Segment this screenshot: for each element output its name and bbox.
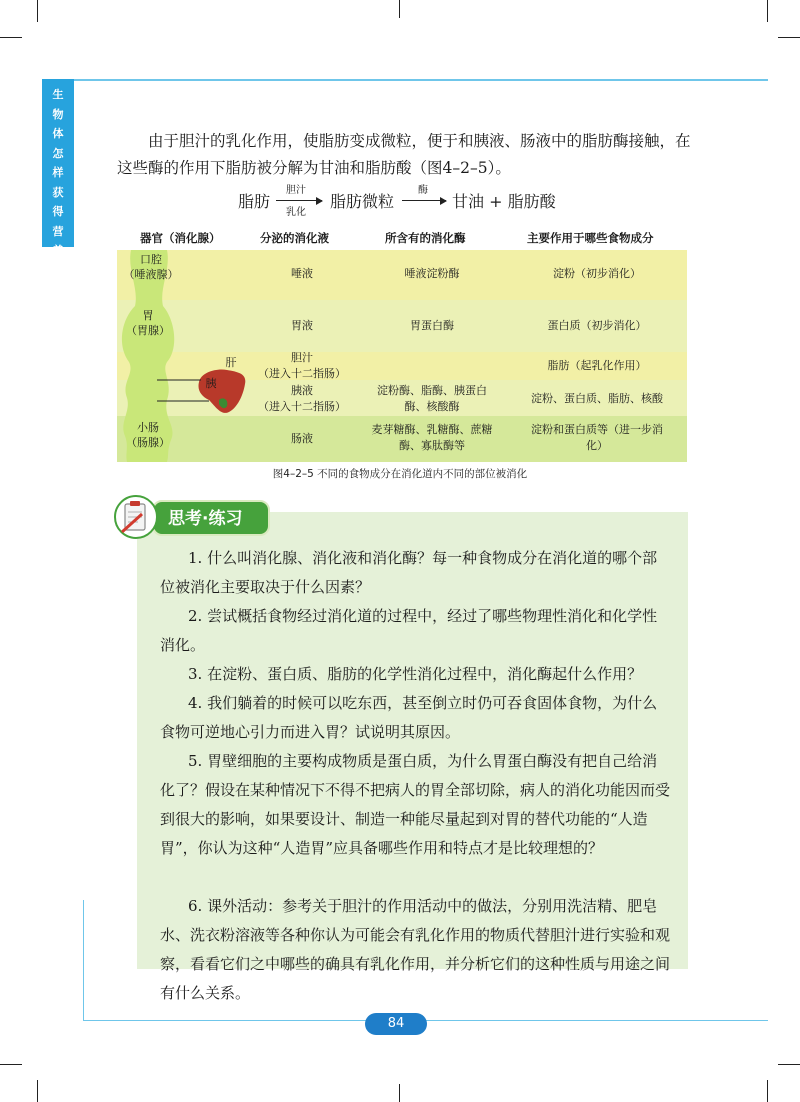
organ-name: 小肠 xyxy=(137,421,159,434)
header-target: 主要作用于哪些食物成分 xyxy=(527,231,654,245)
formula-term-products: 甘油 + 脂肪酸 xyxy=(452,192,556,211)
target-line: 淀粉和蛋白质等（进一步消 xyxy=(531,423,663,436)
juice-note: （进入十二指肠） xyxy=(258,367,346,380)
arrow-label-top: 胆汁 xyxy=(286,185,306,196)
cell-target: 淀粉（初步消化） xyxy=(553,267,641,280)
target-line: 化） xyxy=(586,439,608,452)
formula-term-droplets: 脂肪微粒 xyxy=(330,192,395,211)
organ-name: 口腔 xyxy=(140,253,162,266)
exercise-question: 5. 胃壁细胞的主要构成物质是蛋白质，为什么胃蛋白酶没有把自己给消化了？假设在某种情况下不得不把病人的胃全部切除，病人的消化功能因而受到很大的影响，如果要设计、制造一种能尽量起到对胃的替代功能的“人造胃”，你认为这种“人造胃”应具备哪些作用和特点才是比较理想的？ xyxy=(160,752,671,857)
figure-caption: 图4–2–5 不同的食物成分在消化道内不同的部位被消化 xyxy=(272,468,528,480)
sidebar-char: 体 xyxy=(52,127,64,140)
organ-pancreas: 胰 xyxy=(205,377,217,390)
cell-target: 蛋白质（初步消化） xyxy=(547,319,647,332)
emulsification-formula xyxy=(238,186,598,218)
crop-mark xyxy=(399,0,400,18)
exercise-title: 思考·练习 xyxy=(168,509,243,529)
sidebar-char: 样 xyxy=(52,166,64,179)
cell-target: 脂肪（起乳化作用） xyxy=(547,359,647,372)
crop-mark xyxy=(767,0,768,22)
sidebar-char: 得 xyxy=(52,205,64,218)
crop-mark xyxy=(37,0,38,22)
sidebar-char: 物 xyxy=(52,107,64,121)
exercise-question: 3. 在淀粉、蛋白质、脂肪的化学性消化过程中，消化酶起什么作用？ xyxy=(188,665,643,683)
formula-arrow xyxy=(402,200,446,201)
juice-name: 胆汁 xyxy=(291,351,313,364)
cell-enzyme xyxy=(357,422,507,454)
organ-small-intestine xyxy=(117,420,179,450)
intro-paragraph: 由于胆汁的乳化作用，使脂肪变成微粒，便于和胰液、肠液中的脂肪酶接触，在这些酶的作用下脂肪被分解为甘油和脂肪酸（图4–2–5）。 xyxy=(117,132,691,177)
cell-target xyxy=(507,422,687,454)
cell-enzyme: 胃蛋白酶 xyxy=(410,319,454,332)
sidebar-char: 生 xyxy=(52,88,64,101)
juice-note: （进入十二指肠） xyxy=(258,400,346,413)
sidebar-char: 养 xyxy=(52,244,64,257)
header-organ: 器官（消化腺） xyxy=(140,231,221,245)
cell-target: 淀粉、蛋白质、脂肪、核酸 xyxy=(531,392,663,405)
header-enzyme: 所含有的消化酶 xyxy=(385,231,466,245)
juice-name: 胰液 xyxy=(291,384,313,397)
footer-rule-vertical xyxy=(83,900,84,1020)
digestion-table xyxy=(117,228,687,462)
cell-juice: 肠液 xyxy=(291,432,313,445)
enzyme-line: 酶、寡肽酶等 xyxy=(399,439,465,452)
clipboard-icon xyxy=(112,494,162,540)
gland-name: （唾液腺） xyxy=(123,268,179,281)
gland-name: （肠腺） xyxy=(126,436,170,449)
enzyme-line: 淀粉酶、脂酶、胰蛋白 xyxy=(377,384,487,397)
organ-name: 胃 xyxy=(142,309,154,322)
enzyme-line: 酶、核酸酶 xyxy=(404,400,460,413)
chapter-sidebar xyxy=(42,79,74,257)
header-juice: 分泌的消化液 xyxy=(260,231,329,245)
crop-mark xyxy=(778,1064,800,1065)
cell-enzyme: 唾液淀粉酶 xyxy=(404,267,460,280)
arrow-label-bottom: 乳化 xyxy=(286,207,306,218)
cell-enzyme xyxy=(357,383,507,415)
crop-mark xyxy=(767,1080,768,1102)
crop-mark xyxy=(778,37,800,38)
organ-mouth xyxy=(121,252,181,282)
sidebar-char: 怎 xyxy=(52,146,64,160)
exercise-question: 1. 什么叫消化腺、消化液和消化酶？每一种食物成分在消化道的哪个部位被消化主要取决于什么因素？ xyxy=(160,549,658,596)
page-number: 84 xyxy=(365,1013,427,1035)
gland-name: （胃腺） xyxy=(126,324,170,337)
crop-mark xyxy=(0,1064,22,1065)
organ-stomach xyxy=(117,308,179,338)
cell-juice xyxy=(247,383,357,415)
exercise-question: 2. 尝试概括食物经过消化道的过程中，经过了哪些物理性消化和化学性消化。 xyxy=(160,607,658,654)
formula-term-fat: 脂肪 xyxy=(238,192,271,211)
cell-juice: 胃液 xyxy=(291,319,313,332)
crop-mark xyxy=(0,37,22,38)
table-header xyxy=(117,228,687,248)
chapter-title-vertical xyxy=(42,85,74,261)
sidebar-char: 获 xyxy=(52,185,64,199)
exercise-header xyxy=(112,494,282,540)
crop-mark xyxy=(399,1084,400,1102)
arrow-label-top: 酶 xyxy=(418,185,428,196)
enzyme-line: 麦芽糖酶、乳糖酶、蔗糖 xyxy=(371,423,493,436)
cell-juice: 唾液 xyxy=(291,267,313,280)
exercise-question: 6. 课外活动：参考关于胆汁的作用活动中的做法，分别用洗洁精、肥皂水、洗衣粉溶液等各种你认为可能会有乳化作用的物质代替胆汁进行实验和观察，看看它们之中哪些的确具有乳化作用，并分析它们的这种性质与用途之间有什么关系。 xyxy=(160,897,671,1002)
exercise-question: 4. 我们躺着的时候可以吃东西，甚至倒立时仍可吞食固体食物，为什么食物可逆地心引力而进入胃？试说明其原因。 xyxy=(160,694,658,741)
formula-arrow xyxy=(276,200,322,201)
cell-juice xyxy=(247,350,357,382)
sidebar-char: 营 xyxy=(52,224,64,238)
header-rule xyxy=(42,79,768,81)
crop-mark xyxy=(37,1080,38,1102)
organ-liver: 肝 xyxy=(225,356,237,369)
